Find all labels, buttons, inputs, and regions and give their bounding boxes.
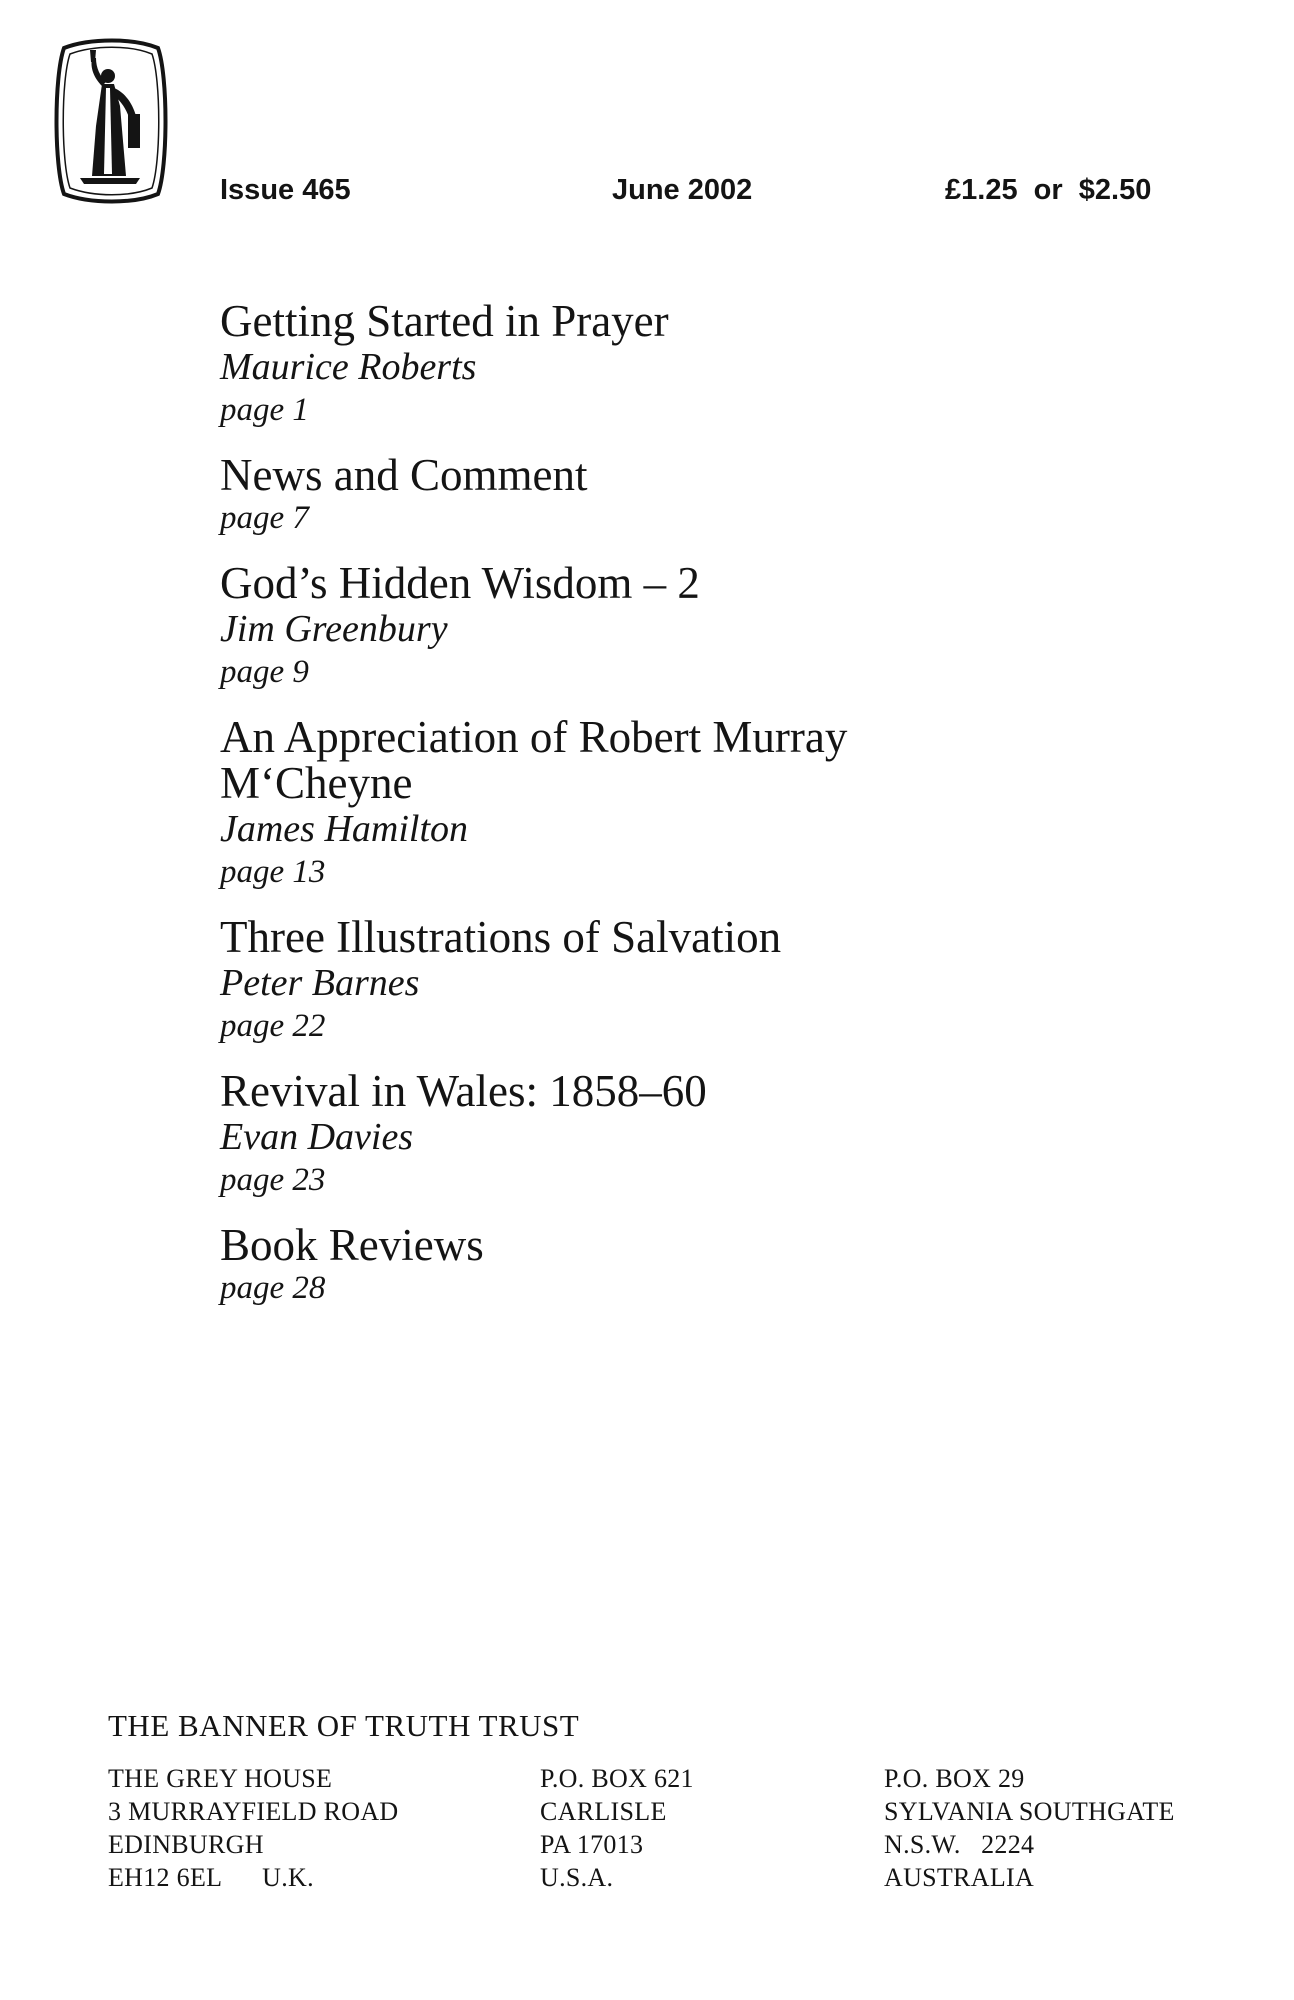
address-line: PA 17013 xyxy=(540,1830,644,1859)
publisher-footer xyxy=(108,1708,1268,1892)
address-line: EDINBURGH xyxy=(108,1830,264,1859)
toc-entry xyxy=(220,714,1200,892)
toc-page: page 9 xyxy=(220,654,309,690)
address-uk xyxy=(108,1762,398,1894)
toc-author: James Hamilton xyxy=(220,808,469,850)
address-line: SYLVANIA SOUTHGATE xyxy=(884,1797,1175,1826)
toc-title: God’s Hidden Wisdom – 2 xyxy=(220,558,700,608)
toc-entry xyxy=(220,1222,1200,1308)
toc-author: Evan Davies xyxy=(220,1116,414,1158)
issue-number: Issue 465 xyxy=(220,174,351,206)
toc-author: Jim Greenbury xyxy=(220,608,448,650)
address-line: EH12 6EL U.K. xyxy=(108,1863,314,1892)
address-line: THE GREY HOUSE xyxy=(108,1764,333,1793)
address-line: CARLISLE xyxy=(540,1797,667,1826)
publisher-name: THE BANNER OF TRUTH TRUST xyxy=(108,1708,580,1743)
address-line: P.O. BOX 621 xyxy=(540,1764,694,1793)
toc-author: Peter Barnes xyxy=(220,962,420,1004)
toc-title: An Appreciation of Robert Murray M‘Cheyne xyxy=(220,712,848,808)
address-australia xyxy=(884,1762,1175,1894)
address-line: U.S.A. xyxy=(540,1863,614,1892)
table-of-contents xyxy=(220,298,1200,1330)
toc-title: News and Comment xyxy=(220,450,588,500)
toc-page: page 1 xyxy=(220,392,309,428)
toc-entry xyxy=(220,452,1200,538)
toc-page: page 22 xyxy=(220,1008,326,1044)
address-line: AUSTRALIA xyxy=(884,1863,1035,1892)
toc-title: Getting Started in Prayer xyxy=(220,296,669,346)
address-line: N.S.W. 2224 xyxy=(884,1830,1035,1859)
issue-date: June 2002 xyxy=(612,174,753,206)
toc-title: Three Illustrations of Salvation xyxy=(220,912,782,962)
address-line: P.O. BOX 29 xyxy=(884,1764,1025,1793)
toc-entry xyxy=(220,1068,1200,1200)
toc-page: page 7 xyxy=(220,500,309,536)
toc-title: Revival in Wales: 1858–60 xyxy=(220,1066,707,1116)
standing-figure-seal-icon xyxy=(50,36,172,206)
toc-entry xyxy=(220,560,1200,692)
issue-price: £1.25 or $2.50 xyxy=(945,174,1152,206)
address-line: 3 MURRAYFIELD ROAD xyxy=(108,1797,399,1826)
toc-entry xyxy=(220,914,1200,1046)
toc-author: Maurice Roberts xyxy=(220,346,477,388)
toc-page: page 28 xyxy=(220,1270,326,1306)
toc-page: page 23 xyxy=(220,1162,326,1198)
address-usa xyxy=(540,1762,694,1894)
toc-title: Book Reviews xyxy=(220,1220,484,1270)
toc-page: page 13 xyxy=(220,854,326,890)
toc-entry xyxy=(220,298,1200,430)
